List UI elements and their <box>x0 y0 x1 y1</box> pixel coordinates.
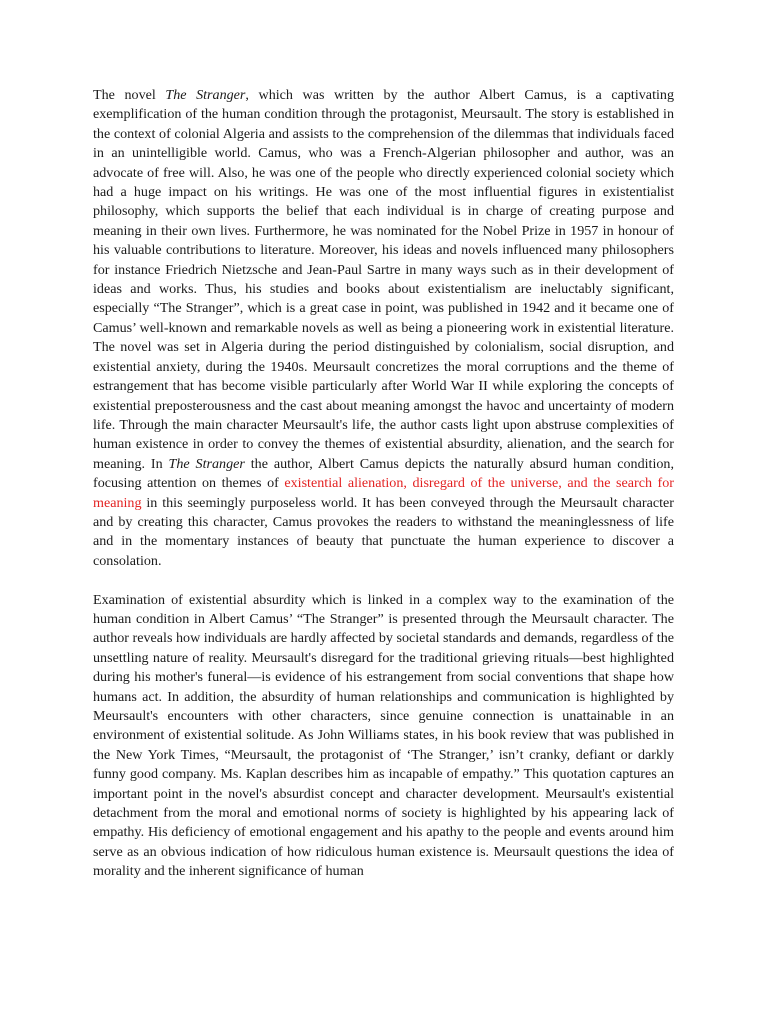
text-run: the author, Albert Camus depicts the naturally absurd human condition, focusing attention on themes of <box>93 455 675 492</box>
text-run: Examination of existential absurdity which is linked in a complex way to the examination of the human condition in Albert Camus’ “The Stranger” is presented through the Meursault character. The author reveals how individuals are hardly affected by societal standards and demands, regardless of the unsettling nature of reality. Meursault's disregard for the traditional grieving rituals—best highlighted during his mother's funeral—is evidence of his estrangement from social conventions that shape how humans act. In addition, the absurdity of human relationships and communication is highlighted by Meursault's encounters with other characters, since genuine connection is unattainable in an environment of existential solitude. As John Williams states, in his book review that was published in the New York Times, “Meursault, the protagonist of ‘The Stranger,’ isn’t cranky, defiant or darkly funny good company. Ms. Kaplan describes him as incapable of empathy.” This quotation captures an important point in the novel's absurdist concept and character development. Meursault's existential detachment from the moral and emotional norms of society is highlighted by his appearing lack of empathy. His deficiency of emotional engagement and his apathy to the people and events around him serve as an obvious indication of how ridiculous human existence is. Meursault questions the idea of morality and the inherent significance of human <box>93 591 674 880</box>
paragraph-absurdity <box>93 591 674 882</box>
text-run: , which was written by the author Albert Camus, is a captivating exemplification of the human condition through the protagonist, Meursault. The story is established in the context of colonial Algeria and assists to the comprehension of the dilemmas that individuals faced in an unintelligible world. Camus, who was a French-Algerian philosopher and author, was an advocate of free will. Also, he was one of the people who directly experienced colonial society which had a huge impact on his writings. He was one of the most influential figures in existentialist philosophy, which supports the belief that each individual is in charge of creating purpose and meaning in their own lives. Furthermore, he was nominated for the Nobel Prize in 1957 in honour of his valuable contributions to literature. Moreover, his ideas and novels influenced many philosophers for instance Friedrich Nietzsche and Jean-Paul Sartre in many ways such as in their development of ideas and works. Thus, his studies and books about existentialism are ineluctably significant, especially “The Stranger”, which is a great case in point, was published in 1942 and it became one of Camus’ well-known and remarkable novels as well as being a pioneering work in existential literature. The novel was set in Algeria during the period distinguished by colonialism, social disruption, and existential anxiety, during the 1940s. Meursault concretizes the moral corruptions and the theme of estrangement that has become visible particularly after World War II while exploring the concepts of existential preposterousness and the cast about meaning amongst the havoc and uncertainty of modern life. Through the main character Meursault's life, the author casts light upon abstruse complexities of human existence in order to convey the themes of existential absurdity, alienation, and the search for meaning. In <box>93 87 674 472</box>
paragraph-intro <box>93 86 674 571</box>
document-page <box>93 86 674 882</box>
text-run: in this seemingly purposeless world. It has been conveyed through the Meursault character and by creating this character, Camus provokes the readers to withstand the meaninglessness of life and in the momentary instances of beauty that punctuate the human experience to discover a consolation. <box>93 494 674 569</box>
highlighted-themes: existential alienation, disregard of the universe, and the search for meaning <box>93 475 674 511</box>
text-run: The novel <box>93 87 166 103</box>
book-title: The Stranger <box>165 87 246 103</box>
book-title: The Stranger <box>168 455 245 472</box>
